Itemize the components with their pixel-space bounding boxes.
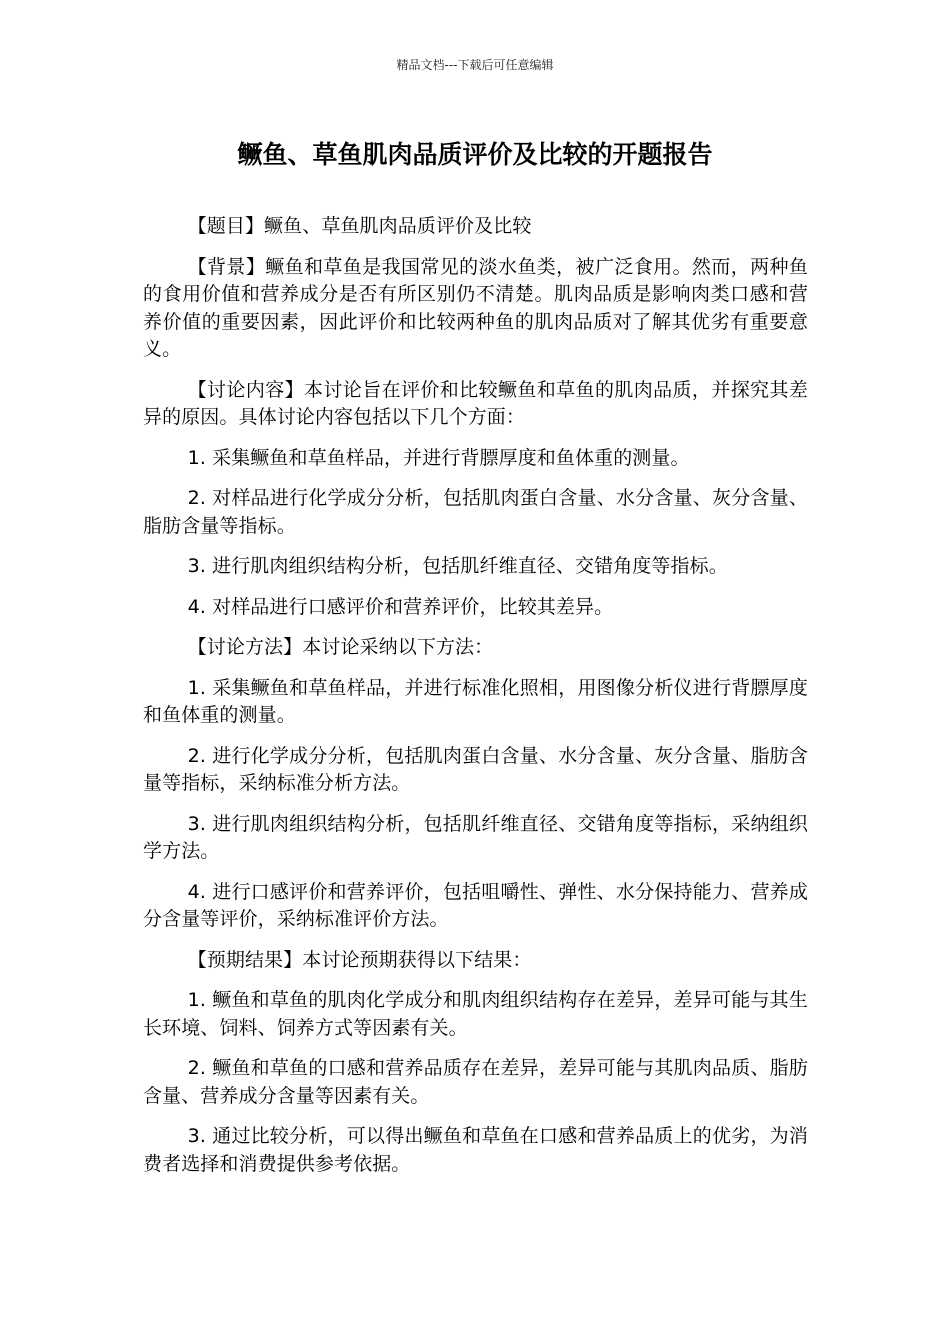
list-item-content-1: 1. 采集鳜鱼和草鱼样品，并进行背膘厚度和鱼体重的测量。 [187, 446, 690, 469]
document-title: 鳜鱼、草鱼肌肉品质评价及比较的开题报告 [237, 140, 713, 169]
list-item-result-1: 1. 鳜鱼和草鱼的肌肉化学成分和肌肉组织结构存在差异，差异可能与其生长环境、饲料、饲养方式等因素有关。 [143, 989, 808, 1039]
paragraph-background: 【背景】鳜鱼和草鱼是我国常见的淡水鱼类，被广泛食用。然而，两种鱼的食用价值和营养成分是否有所区别仍不清楚。肌肉品质是影响肉类口感和营养价值的重要因素，因此评价和比较两种鱼的肌肉品质对了解其优劣有重要意义。 [143, 255, 808, 360]
paragraph-discussion-content: 【讨论内容】本讨论旨在评价和比较鳜鱼和草鱼的肌肉品质，并探究其差异的原因。具体讨论内容包括以下几个方面： [143, 378, 808, 428]
document-body [143, 213, 808, 1191]
list-item-result-3: 3. 通过比较分析，可以得出鳜鱼和草鱼在口感和营养品质上的优劣，为消费者选择和消费提供参考依据。 [143, 1125, 808, 1175]
page-header-note: 精品文档---下载后可任意编辑 [396, 58, 554, 72]
list-item-content-4: 4. 对样品进行口感评价和营养评价，比较其差异。 [187, 595, 614, 618]
list-item-result-2: 2. 鳜鱼和草鱼的口感和营养品质存在差异，差异可能与其肌肉品质、脂肪含量、营养成分含量等因素有关。 [143, 1057, 808, 1107]
list-item-content-2: 2. 对样品进行化学成分分析，包括肌肉蛋白含量、水分含量、灰分含量、脂肪含量等指标。 [143, 487, 808, 537]
paragraph-topic: 【题目】鳜鱼、草鱼肌肉品质评价及比较 [187, 215, 532, 237]
list-item-method-3: 3. 进行肌肉组织结构分析，包括肌纤维直径、交错角度等指标，采纳组织学方法。 [143, 812, 808, 862]
paragraph-discussion-method: 【讨论方法】本讨论采纳以下方法： [187, 636, 494, 658]
paragraph-expected-results: 【预期结果】本讨论预期获得以下结果： [187, 948, 532, 971]
list-item-content-3: 3. 进行肌肉组织结构分析，包括肌纤维直径、交错角度等指标。 [187, 555, 728, 577]
list-item-method-4: 4. 进行口感评价和营养评价，包括咀嚼性、弹性、水分保持能力、营养成分含量等评价，采纳标准评价方法。 [143, 880, 808, 930]
list-item-method-1: 1. 采集鳜鱼和草鱼样品，并进行标准化照相，用图像分析仪进行背膘厚度和鱼体重的测量。 [143, 676, 808, 726]
list-item-method-2: 2. 进行化学成分分析，包括肌肉蛋白含量、水分含量、灰分含量、脂肪含量等指标，采纳标准分析方法。 [143, 744, 808, 794]
